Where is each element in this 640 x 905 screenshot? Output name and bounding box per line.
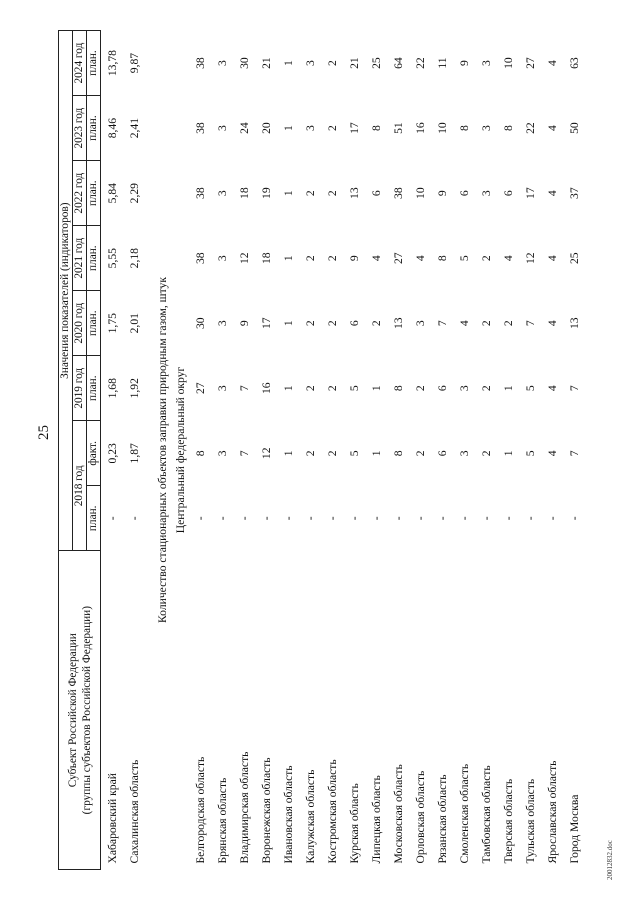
doc-code: 20012832.doc xyxy=(606,840,614,880)
value-cell: 3 xyxy=(479,60,493,66)
value-cell: 2 xyxy=(303,255,317,262)
value-cell: 3 xyxy=(215,60,229,66)
value-cell: 3 xyxy=(413,320,427,327)
region-name: Смоленская область xyxy=(457,763,471,864)
value-cell: 38 xyxy=(193,122,207,134)
value-cell: 9 xyxy=(457,60,471,66)
value-cell: 2 xyxy=(479,450,493,457)
value-cell: 4 xyxy=(457,320,471,327)
value-cell: 4 xyxy=(545,320,559,327)
value-cell: 2 xyxy=(413,450,427,457)
value-cell: 2 xyxy=(303,385,317,392)
indicator-table-container xyxy=(58,30,613,870)
value-cell: - xyxy=(105,516,119,521)
value-cell: - xyxy=(215,516,229,521)
value-cell: 7 xyxy=(237,450,251,457)
region-name: Тверская область xyxy=(501,778,515,864)
value-cell: - xyxy=(457,516,471,521)
value-cell: 2 xyxy=(325,255,339,262)
value-cell: 2,18 xyxy=(127,248,141,269)
value-cell: 38 xyxy=(193,252,207,264)
value-cell: 3 xyxy=(215,450,229,457)
region-name: Калужская область xyxy=(303,769,317,864)
region-name: Хабаровский край xyxy=(105,773,119,864)
value-cell: 0,23 xyxy=(105,443,119,464)
value-cell: 1 xyxy=(281,255,295,262)
value-cell: 13,78 xyxy=(105,50,119,77)
value-cell: - xyxy=(413,516,427,521)
value-cell: 7 xyxy=(567,450,581,457)
value-cell: 2,41 xyxy=(127,117,141,139)
table-row xyxy=(497,31,519,870)
sub-header: план. xyxy=(87,226,101,291)
value-cell: 1,87 xyxy=(127,443,141,464)
value-cell: 5,55 xyxy=(105,248,119,269)
value-cell: 9 xyxy=(347,255,361,262)
value-cell: 8,46 xyxy=(105,117,119,139)
value-cell: 10 xyxy=(413,187,427,199)
region-name: Тульская область xyxy=(523,778,537,864)
value-cell: 2 xyxy=(413,385,427,392)
value-cell: 21 xyxy=(347,57,361,69)
value-cell: 8 xyxy=(193,450,207,457)
value-cell: 13 xyxy=(567,317,581,330)
value-cell: 8 xyxy=(391,385,405,392)
value-cell: 16 xyxy=(259,382,273,395)
region-name: Московская область xyxy=(391,764,405,864)
value-cell: 12 xyxy=(523,252,537,264)
value-cell: 6 xyxy=(457,190,471,197)
value-cell: 2 xyxy=(479,385,493,392)
table-row xyxy=(189,31,211,870)
value-cell: 10 xyxy=(435,122,449,134)
value-cell: 1 xyxy=(501,450,515,457)
value-cell: 22 xyxy=(523,122,537,134)
region-name: Тамбовская область xyxy=(479,765,493,864)
value-cell: 2 xyxy=(303,190,317,197)
value-cell: 27 xyxy=(391,252,405,264)
year-header: 2024 год xyxy=(73,31,87,96)
value-cell: 4 xyxy=(413,255,427,262)
value-cell: 1 xyxy=(281,450,295,457)
value-cell: 38 xyxy=(193,57,207,69)
value-cell: 17 xyxy=(259,317,273,330)
value-cell: 5 xyxy=(347,450,361,457)
value-cell: 25 xyxy=(567,252,581,264)
value-cell: - xyxy=(325,516,339,521)
value-cell: - xyxy=(259,516,273,521)
value-cell: 4 xyxy=(501,255,515,262)
region-name: Сахалинская область xyxy=(127,759,141,864)
value-cell: 5 xyxy=(347,385,361,392)
table-row xyxy=(519,31,541,870)
value-cell: 2 xyxy=(325,450,339,457)
table-row xyxy=(255,31,277,870)
value-cell: 3 xyxy=(215,385,229,392)
value-cell: 1 xyxy=(501,385,515,392)
value-cell: 9 xyxy=(435,190,449,197)
region-name: Липецкая область xyxy=(369,775,383,864)
value-cell: 17 xyxy=(347,122,361,134)
indicator-table xyxy=(58,30,585,870)
sub-header: факт. xyxy=(87,421,101,486)
region-name: Воронежская область xyxy=(259,757,273,864)
value-cell: 24 xyxy=(237,122,251,134)
subject-header-line1: Субъект Российской Федерации xyxy=(66,633,79,788)
table-row xyxy=(541,31,563,870)
value-cell: 2,29 xyxy=(127,183,141,204)
year-header: 2018 год xyxy=(73,421,87,551)
value-cell: 7 xyxy=(237,385,251,392)
region-name: Белгородская область xyxy=(193,756,207,864)
value-cell: 1,68 xyxy=(105,378,119,399)
value-cell: 6 xyxy=(369,190,383,197)
region-name: Брянская область xyxy=(215,777,229,864)
sub-header: план. xyxy=(87,96,101,161)
region-name: Ярославская область xyxy=(545,760,559,864)
district-rows xyxy=(189,31,585,870)
value-cell: 3 xyxy=(215,190,229,197)
value-cell: 27 xyxy=(193,382,207,395)
value-cell: 1,92 xyxy=(127,378,141,399)
value-cell: 11 xyxy=(435,57,449,69)
value-cell: - xyxy=(523,516,537,521)
value-cell: 9 xyxy=(237,320,251,327)
value-cell: 27 xyxy=(523,57,537,69)
value-cell: 2 xyxy=(501,320,515,327)
value-cell: 6 xyxy=(435,450,449,457)
sub-header: план. xyxy=(87,161,101,226)
value-cell: - xyxy=(479,516,493,521)
value-cell: 5 xyxy=(457,255,471,262)
table-row xyxy=(123,31,145,870)
value-cell: 4 xyxy=(369,255,383,262)
table-row xyxy=(563,31,585,870)
year-header: 2022 год xyxy=(73,161,87,226)
table-row xyxy=(409,31,431,870)
value-cell: 38 xyxy=(391,187,405,199)
value-cell: 18 xyxy=(259,252,273,264)
value-cell: 30 xyxy=(237,57,251,69)
value-cell: 1 xyxy=(281,190,295,197)
value-cell: 25 xyxy=(369,57,383,69)
table-row xyxy=(431,31,453,870)
subject-header-line2: (группы субъектов Российской Федерации) xyxy=(80,606,93,815)
year-header: 2020 год xyxy=(73,291,87,356)
value-cell: 20 xyxy=(259,122,273,134)
value-cell: 1,75 xyxy=(105,313,119,334)
value-cell: 12 xyxy=(237,252,251,264)
region-name: Орловская область xyxy=(413,770,427,864)
value-cell: 19 xyxy=(259,187,273,199)
value-cell: 4 xyxy=(545,450,559,457)
value-cell: - xyxy=(347,516,361,521)
value-cell: - xyxy=(193,516,207,521)
value-cell: 2,01 xyxy=(127,313,141,334)
table-row xyxy=(101,31,124,870)
value-cell: 6 xyxy=(347,320,361,327)
sub-header: план. xyxy=(87,356,101,421)
year-header: 2021 год xyxy=(73,226,87,291)
indicators-header: Значения показателей (индикаторов) xyxy=(59,31,73,551)
sub-header: план. xyxy=(87,486,101,551)
value-cell: 7 xyxy=(567,385,581,392)
value-cell: - xyxy=(369,516,383,521)
value-cell: 3 xyxy=(479,190,493,197)
value-cell: 64 xyxy=(391,57,405,69)
value-cell: 21 xyxy=(259,57,273,69)
value-cell: 1 xyxy=(281,125,295,132)
value-cell: - xyxy=(303,516,317,521)
value-cell: 1 xyxy=(369,385,383,392)
value-cell: 13 xyxy=(347,187,361,199)
value-cell: 8 xyxy=(435,255,449,262)
region-name: Ивановская область xyxy=(281,765,295,864)
value-cell: - xyxy=(281,516,295,521)
value-cell: 3 xyxy=(215,255,229,262)
value-cell: 22 xyxy=(413,57,427,69)
value-cell: 3 xyxy=(215,125,229,132)
value-cell: 2 xyxy=(369,320,383,327)
value-cell: 12 xyxy=(259,447,273,460)
value-cell: 8 xyxy=(457,125,471,132)
value-cell: - xyxy=(435,516,449,521)
value-cell: 3 xyxy=(215,320,229,327)
table-row xyxy=(277,31,299,870)
table-row xyxy=(321,31,343,870)
value-cell: 1 xyxy=(369,450,383,457)
value-cell: 30 xyxy=(193,317,207,330)
region-name: Костромская область xyxy=(325,759,339,864)
value-cell: 2 xyxy=(325,385,339,392)
value-cell: - xyxy=(391,516,405,521)
value-cell: 1 xyxy=(281,320,295,327)
value-cell: - xyxy=(237,516,251,521)
value-cell: - xyxy=(501,516,515,521)
value-cell: 8 xyxy=(391,450,405,457)
value-cell: 8 xyxy=(369,125,383,132)
value-cell: 2 xyxy=(325,190,339,197)
value-cell: 7 xyxy=(435,320,449,327)
value-cell: 4 xyxy=(545,125,559,132)
value-cell: 5,84 xyxy=(105,183,119,204)
top-rows xyxy=(101,31,146,870)
value-cell: 5 xyxy=(523,385,537,392)
value-cell: 63 xyxy=(567,57,581,69)
region-name: Рязанская область xyxy=(435,774,449,864)
sub-header: план. xyxy=(87,31,101,96)
table-row xyxy=(299,31,321,870)
region-name: Владимирская область xyxy=(237,751,251,864)
value-cell: 13 xyxy=(391,317,405,330)
value-cell: - xyxy=(545,516,559,521)
table-row xyxy=(211,31,233,870)
section-title: Количество стационарных объектов заправки природным газом, штук xyxy=(156,277,169,623)
value-cell: 3 xyxy=(457,450,471,457)
value-cell: 2 xyxy=(325,60,339,66)
section-heading xyxy=(145,31,189,870)
value-cell: 6 xyxy=(501,190,515,197)
table-row xyxy=(387,31,409,870)
page-number: 25 xyxy=(36,425,52,440)
value-cell: 16 xyxy=(413,122,427,134)
sub-header: план. xyxy=(87,291,101,356)
value-cell: 4 xyxy=(545,190,559,197)
subject-header xyxy=(59,551,101,870)
value-cell: 1 xyxy=(281,60,295,66)
table-row xyxy=(453,31,475,870)
value-cell: 2 xyxy=(303,320,317,327)
value-cell: 6 xyxy=(435,385,449,392)
value-cell: 1 xyxy=(281,385,295,392)
table-row xyxy=(365,31,387,870)
value-cell: 4 xyxy=(545,60,559,66)
value-cell: 51 xyxy=(391,122,405,134)
year-header: 2023 год xyxy=(73,96,87,161)
value-cell: 4 xyxy=(545,255,559,262)
value-cell: 2 xyxy=(479,320,493,327)
table-row xyxy=(343,31,365,870)
value-cell: 2 xyxy=(303,450,317,457)
region-name: Курская область xyxy=(347,783,361,864)
value-cell: 4 xyxy=(545,385,559,392)
value-cell: 50 xyxy=(567,122,581,134)
value-cell: 2 xyxy=(325,320,339,327)
value-cell: 8 xyxy=(501,125,515,132)
value-cell: 38 xyxy=(193,187,207,199)
table-row xyxy=(233,31,255,870)
year-header: 2019 год xyxy=(73,356,87,421)
value-cell: 17 xyxy=(523,187,537,199)
value-cell: 3 xyxy=(479,125,493,132)
table-row xyxy=(475,31,497,870)
value-cell: - xyxy=(567,516,581,521)
value-cell: 18 xyxy=(237,187,251,199)
value-cell: 3 xyxy=(303,60,317,66)
federal-district-title: Центральный федеральный округ xyxy=(174,366,187,534)
value-cell: 37 xyxy=(567,187,581,199)
value-cell: - xyxy=(127,516,141,521)
value-cell: 9,87 xyxy=(127,52,141,74)
value-cell: 3 xyxy=(303,125,317,132)
value-cell: 5 xyxy=(523,450,537,457)
value-cell: 10 xyxy=(501,57,515,69)
value-cell: 2 xyxy=(479,255,493,262)
value-cell: 2 xyxy=(325,125,339,132)
value-cell: 7 xyxy=(523,320,537,327)
region-name: Город Москва xyxy=(567,794,581,864)
value-cell: 3 xyxy=(457,385,471,392)
